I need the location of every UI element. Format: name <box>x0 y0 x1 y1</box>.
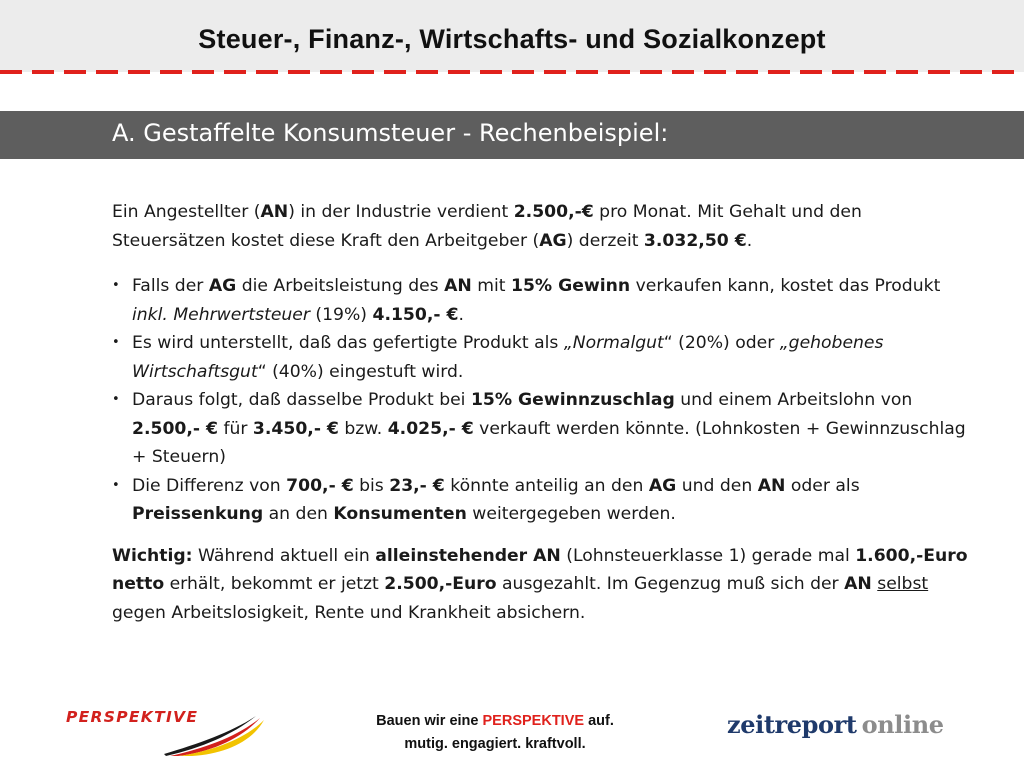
footer <box>0 700 1024 768</box>
section-title: A. Gestaffelte Konsumsteuer - Rechenbeispiel: <box>112 119 669 147</box>
slogan <box>330 710 660 756</box>
list-item <box>112 472 972 529</box>
bold-text: 3.450,- € <box>252 418 339 439</box>
bullet-list <box>112 272 972 529</box>
list-item <box>112 329 972 386</box>
text-run: “ (20%) oder <box>663 333 780 353</box>
bold-text: 15% Gewinnzuschlag <box>470 390 675 410</box>
slogan-line-1 <box>330 710 660 733</box>
text-run: oder als <box>785 475 860 496</box>
bold-text: 2.500,- € <box>132 418 218 439</box>
bold-text: 1.600,-Euro netto <box>112 545 968 594</box>
text-run: Ein Angestellter ( <box>112 202 261 222</box>
italic-text: „gehobenes Wirtschaftsgut <box>132 333 884 382</box>
text-run: pro Monat. Mit Gehalt und den Steuersätzen kostet diese Kraft den Arbeitgeber ( <box>112 202 862 251</box>
perspektive-logo <box>66 708 266 756</box>
text-run: weitergegeben werden. <box>466 504 676 524</box>
bold-text: 4.025,- € <box>387 418 474 439</box>
text-run: “ ( <box>257 361 279 382</box>
text-run: gegen Arbeitslosigkeit, Rente und Krankheit absichern. <box>112 602 586 623</box>
bullet-icon: • <box>112 278 120 293</box>
bold-text: alleinstehender AN <box>375 545 561 566</box>
zeitreport-wordmark: zeitreport <box>727 710 857 739</box>
bold-text: 23,- € <box>389 475 445 496</box>
bold-text: AN <box>444 276 472 296</box>
text-run: Die Differenz von <box>132 475 287 496</box>
slogan-line-2: mutig. engagiert. kraftvoll. <box>404 736 586 752</box>
bold-text: Preissenkung <box>132 504 264 524</box>
bold-text: 2.500,-€ <box>513 202 594 222</box>
list-item <box>112 272 972 329</box>
bold-text: AN <box>260 202 289 222</box>
section-title-bar <box>0 111 1024 159</box>
text-run: ) in der Industrie verdient <box>288 202 514 222</box>
text-run: erhält, bekommt er jetzt <box>164 574 385 594</box>
page-title: Steuer-, Finanz-, Wirtschafts- und Sozialkonzept <box>198 24 826 54</box>
bold-text: 15% Gewinn <box>510 276 631 296</box>
text-run: bis <box>353 475 390 496</box>
list-item <box>112 386 972 472</box>
bold-text: Konsumenten <box>333 504 467 524</box>
text-run: verkauft werden könnte. (Lohnkosten + Gewinnzuschlag + Steuern) <box>132 418 966 467</box>
zeitreport-logo <box>727 710 977 750</box>
text-run: die Arbeitsleistung des <box>236 276 445 296</box>
text-run: und einem Arbeitslohn von <box>674 390 913 410</box>
bold-text: Wichtig: <box>112 545 193 566</box>
text-run: für <box>217 418 253 439</box>
text-run: mit <box>471 276 511 296</box>
bold-text: AN <box>844 574 872 594</box>
text-run: Daraus folgt, daß dasselbe Produkt bei <box>132 390 471 410</box>
bold-text: 4.150,- € <box>372 304 459 325</box>
text-run: bzw. <box>338 418 388 439</box>
text-run: 40%) eingestuft wird. <box>278 361 464 382</box>
flag-swoosh-icon <box>66 708 266 756</box>
italic-text: „Normalgut <box>563 333 664 353</box>
bullet-icon: • <box>112 392 120 407</box>
text-run: . <box>458 304 464 325</box>
text-run: Es wird unterstellt, daß das gefertigte Produkt als <box>132 333 564 353</box>
page-header <box>0 0 1024 72</box>
underlined-text: selbst <box>877 574 929 594</box>
intro-paragraph <box>112 198 972 255</box>
bold-text: 2.500,-Euro <box>384 574 497 594</box>
slogan-accent: PERSPEKTIVE <box>482 713 585 729</box>
red-dashed-divider <box>0 70 1024 74</box>
text-run: ) derzeit <box>566 230 644 251</box>
text-run: (19%) <box>309 304 373 325</box>
bold-text: 700,- € <box>286 475 354 496</box>
note-paragraph <box>112 542 972 628</box>
bold-text: 3.032,50 € <box>643 230 747 251</box>
bullet-icon: • <box>112 335 120 350</box>
text-run: und den <box>676 475 758 496</box>
text-run: auf. <box>584 713 614 729</box>
text-run: verkaufen kann, kostet das Produkt <box>630 276 941 296</box>
text-run: Bauen wir eine <box>376 713 483 729</box>
bold-text: AG <box>648 475 677 496</box>
italic-text: inkl. Mehrwertsteuer <box>132 304 310 325</box>
bold-text: AG <box>539 230 567 251</box>
text-run: . <box>746 230 753 251</box>
text-run: (Lohnsteuerklasse 1) gerade mal <box>560 545 856 566</box>
text-run: Falls der <box>132 276 209 296</box>
perspektive-wordmark: PERSPEKTIVE <box>66 708 199 726</box>
text-run: ausgezahlt. Im Gegenzug muß sich der <box>496 574 845 594</box>
text-run: Während aktuell ein <box>192 545 376 566</box>
bold-text: AN <box>757 475 786 496</box>
text-run: an den <box>263 504 334 524</box>
zeitreport-online-wordmark: online <box>861 710 944 739</box>
bold-text: AG <box>208 276 237 296</box>
text-run: könnte anteilig an den <box>444 475 649 496</box>
slide-body <box>112 198 972 627</box>
bullet-icon: • <box>112 477 120 493</box>
